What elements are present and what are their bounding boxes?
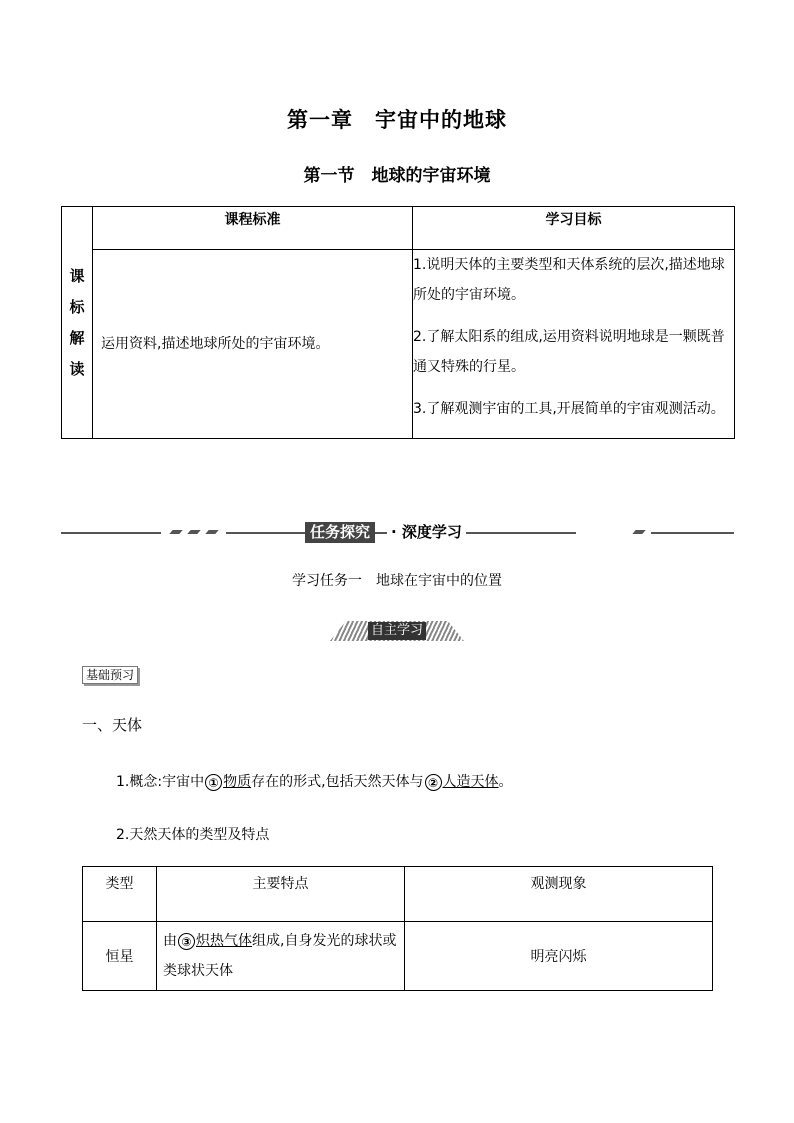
curriculum-standards-table — [61, 206, 735, 439]
side-label-cell — [62, 207, 93, 439]
side-label-char: 解 — [69, 328, 85, 347]
side-label-char: 标 — [69, 297, 85, 316]
concept-paragraph — [116, 771, 513, 791]
feature-cell — [157, 922, 405, 991]
task-title: 学习任务一 地球在宇宙中的位置 — [292, 573, 502, 589]
answer-term-1: 物质 — [223, 774, 252, 790]
concept-prefix: 1.概念:宇宙中 — [116, 774, 205, 790]
blank-number-1: ① — [205, 774, 222, 791]
banner-text: · 深度学习 — [387, 522, 466, 542]
banner-dash — [205, 530, 218, 534]
banner-tag: 任务探究 — [305, 522, 375, 543]
banner-dash — [632, 530, 645, 534]
goal-item: 1.说明天体的主要类型和天体系统的层次,描述地球所处的宇宙环境。 — [413, 257, 725, 303]
observation-cell: 明亮闪烁 — [405, 922, 713, 991]
section-title: 第一节 地球的宇宙环境 — [303, 166, 491, 186]
table-row — [83, 922, 713, 991]
feature-suffix: 组成,自身发光的球状或类球状天体 — [163, 933, 397, 979]
banner-dash — [187, 530, 200, 534]
types-heading: 2.天然天体的类型及特点 — [116, 827, 270, 843]
concept-middle: 存在的形式,包括天然天体与 — [251, 774, 424, 790]
type-cell: 恒星 — [83, 922, 157, 991]
answer-term-3: 炽热气体 — [196, 933, 252, 949]
concept-suffix: 。 — [498, 774, 513, 790]
side-label-char: 课 — [69, 266, 85, 285]
basic-preview-tag: 基础预习 — [82, 666, 138, 684]
section-banner — [61, 521, 734, 545]
feature-prefix: 由 — [163, 933, 177, 949]
goal-item: 3.了解观测宇宙的工具,开展简单的宇宙观测活动。 — [413, 401, 725, 417]
header-goals: 学习目标 — [413, 207, 735, 250]
self-study-badge — [330, 621, 464, 641]
self-study-label: 自主学习 — [368, 622, 426, 640]
blank-number-3: ③ — [178, 933, 195, 950]
blank-number-2: ② — [425, 774, 442, 791]
side-label-char: 读 — [69, 359, 85, 378]
header-observation: 观测现象 — [405, 867, 713, 922]
goal-item: 2.了解太阳系的组成,运用资料说明地球是一颗既普通又特殊的行星。 — [413, 329, 725, 375]
chapter-title: 第一章 宇宙中的地球 — [287, 108, 507, 132]
header-standard: 课程标准 — [93, 207, 413, 250]
standard-text: 运用资料,描述地球所处的宇宙环境。 — [93, 250, 413, 439]
heading-celestial-bodies: 一、天体 — [82, 716, 143, 734]
banner-dash — [169, 530, 182, 534]
banner-rule — [61, 532, 161, 534]
celestial-types-table — [82, 866, 713, 991]
header-feature: 主要特点 — [157, 867, 405, 922]
header-type: 类型 — [83, 867, 157, 922]
answer-term-2: 人造天体 — [442, 774, 499, 790]
goals-cell — [413, 250, 735, 439]
banner-rule — [651, 532, 734, 534]
